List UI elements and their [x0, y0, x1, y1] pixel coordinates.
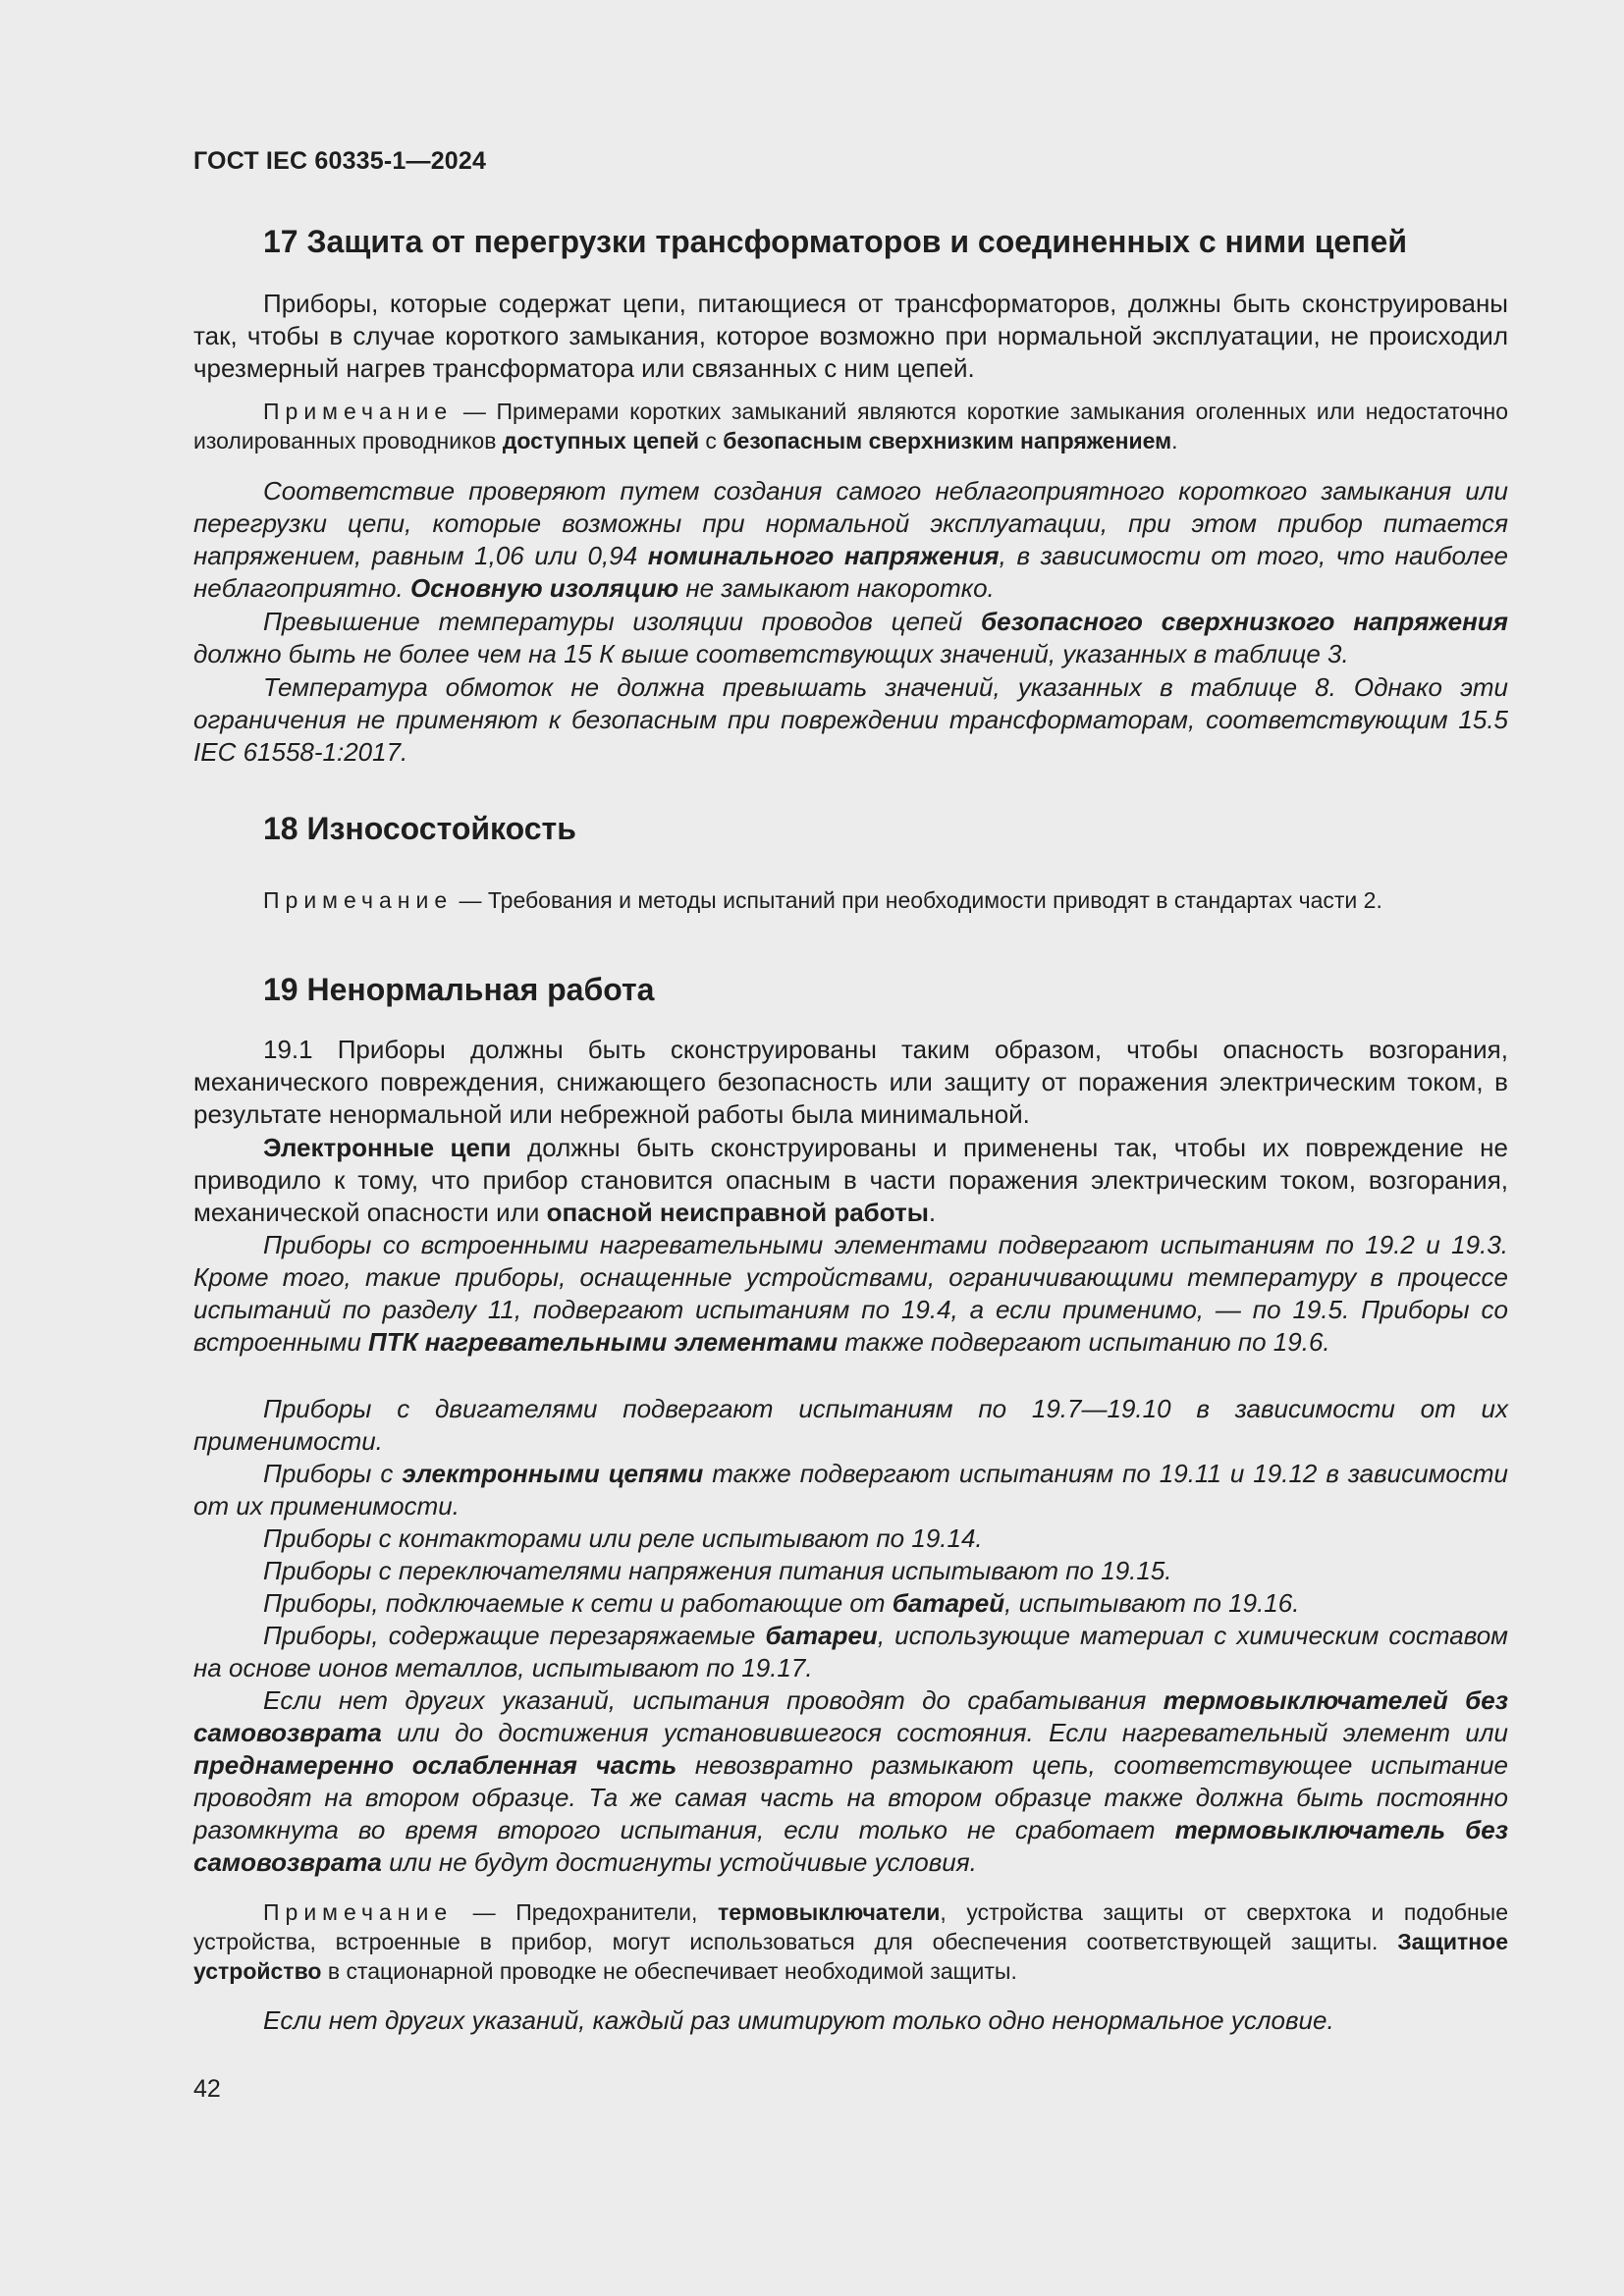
- clause-19-1-motors: Приборы с двигателями подвергают испытаниям по 19.7—19.10 в зависимости от их применимости.: [193, 1394, 1508, 1456]
- term-safety-extra-low-voltage: безопасного сверхнизкого напряжения: [981, 607, 1508, 636]
- section-19-note: Примечание — Предохранители, термовыключатели, устройства защиты от сверхтока и подобные устройства, встроенные в прибор, могут использоваться для обеспечения соответствующей защиты. Защитное устройство в стационарной проводке не обеспечивает необходимой защиты.: [193, 1899, 1509, 1984]
- term-basic-insulation: Основную изоляцию: [409, 573, 679, 603]
- page-number: 42: [193, 2075, 221, 2103]
- term-electronic-circuits-2: электронными цепями: [402, 1459, 704, 1488]
- term-thermal-cutouts: термовыключатели: [717, 1899, 941, 1925]
- term-protective-device: Защитное устройство: [193, 1929, 1508, 1984]
- term-intentionally-weak-part: преднамеренно ослабленная часть: [193, 1750, 677, 1780]
- section-18-title: 18 Износостойкость: [263, 811, 576, 846]
- clause-19-1-heating-elements: Приборы со встроенными нагревательными элементами подвергают испытаниям по 19.2 и 19.3. Кроме того, такие приборы, оснащенные устройствами, ограничивающими температуру в процессе испытаний по разделу 11, подвергают испытаниям по 19.4, а если применимо, — по 19.5. Приборы со встроенными ПТК нагревательными элементами также подвергают испытанию по 19.6.: [193, 1230, 1508, 1357]
- section-19-title: 19 Ненормальная работа: [263, 972, 655, 1007]
- section-18-note: Примечание — Требования и методы испытаний при необходимости приводят в стандартах части 2.: [263, 887, 1382, 913]
- term-batteries: батарей: [892, 1588, 1005, 1618]
- section-17-compliance-3: Температура обмоток не должна превышать значений, указанных в таблице 8. Однако эти ограничения не применяют к безопасным при повреждении трансформаторам, соответствующим 15.5 IEC 61558-1:2017.: [193, 672, 1508, 767]
- clause-19-1-batteries: Приборы, подключаемые к сети и работающие от батарей, испытывают по 19.16.: [263, 1588, 1300, 1618]
- clause-19-1-electronic-circuits: Электронные цепи должны быть сконструированы и применены так, чтобы их повреждение не приводило к тому, что прибор становится опасным в части поражения электрическим током, возгорания, механической опасности или опасной неисправной работы.: [193, 1133, 1508, 1227]
- clause-19-1-single-fault: Если нет других указаний, каждый раз имитируют только одно ненормальное условие.: [263, 2005, 1334, 2035]
- term-ptc-heating-elements: ПТК нагревательными элементами: [368, 1327, 839, 1357]
- section-17-compliance-1: Соответствие проверяют путем создания самого неблагоприятного короткого замыкания или перегрузки цепи, которые возможны при нормальной эксплуатации, при этом прибор питается напряжением, равным 1,06 или 0,94 номинального напряжения, в зависимости от того, что наиболее неблагоприятно. Основную изоляцию не замыкают накоротко.: [193, 476, 1508, 603]
- term-rated-voltage: номинального напряжения: [647, 541, 1000, 570]
- term-batteries-2: батареи: [765, 1621, 878, 1650]
- note-label: Примечание: [263, 399, 454, 424]
- note-label: Примечание: [263, 887, 454, 913]
- clause-19-1-test-conditions: Если нет других указаний, испытания проводят до срабатывания термовыключателей без самовозврата или до достижения установившегося состояния. Если нагревательный элемент или преднамеренно ослабленная часть невозвратно размыкают цепь, соответствующее испытание проводят на втором образце. Та же самая часть на втором образце также должна быть постоянно разомкнута во время второго испытания, если только не сработает термовыключатель без самовозврата или не будут достигнуты устойчивые условия.: [193, 1685, 1508, 1877]
- clause-19-1-rechargeable-batteries: Приборы, содержащие перезаряжаемые батареи, использующие материал с химическим составом на основе ионов металлов, испытывают по 19.17.: [193, 1621, 1508, 1682]
- section-17-compliance-2: Превышение температуры изоляции проводов цепей безопасного сверхнизкого напряжения должно быть не более чем на 15 К выше соответствующих значений, указанных в таблице 3.: [193, 607, 1508, 668]
- term-accessible-circuits: доступных цепей: [502, 428, 699, 454]
- clause-19-1-contactors: Приборы с контакторами или реле испытывают по 19.14.: [263, 1523, 983, 1553]
- note-label: Примечание: [263, 1899, 454, 1925]
- document-identifier: ГОСТ IEC 60335-1—2024: [193, 147, 487, 175]
- clause-19-1: 19.1 Приборы должны быть сконструированы таким образом, чтобы опасность возгорания, механического повреждения, снижающего безопасность или защиту от поражения электрическим током, в результате ненормальной или небрежной работы была минимальной.: [193, 1035, 1508, 1129]
- term-electronic-circuits: Электронные цепи: [263, 1133, 512, 1162]
- section-17-note: Примечание — Примерами коротких замыканий являются короткие замыкания оголенных или недостаточно изолированных проводников доступных цепей с безопасным сверхнизким напряжением.: [193, 399, 1508, 454]
- section-17-paragraph: Приборы, которые содержат цепи, питающиеся от трансформаторов, должны быть сконструированы так, чтобы в случае короткого замыкания, которое возможно при нормальной эксплуатации, не происходил чрезмерный нагрев трансформатора или связанных с ним цепей.: [193, 289, 1508, 383]
- term-selv: безопасным сверхнизким напряжением: [723, 428, 1172, 454]
- section-17-title: 17 Защита от перегрузки трансформаторов и соединенных с ними цепей: [263, 224, 1408, 259]
- term-non-self-resetting-cutout: термовыключателей без самовозврата: [193, 1685, 1508, 1747]
- clause-19-1-electronic: Приборы с электронными цепями также подвергают испытаниям по 19.11 и 19.12 в зависимости от их применимости.: [193, 1459, 1508, 1521]
- clause-19-1-voltage-selectors: Приборы с переключателями напряжения питания испытывают по 19.15.: [263, 1556, 1172, 1585]
- term-dangerous-malfunction: опасной неисправной работы: [546, 1198, 929, 1227]
- term-non-self-resetting-cutout-2: термовыключатель без самовозврата: [193, 1815, 1508, 1877]
